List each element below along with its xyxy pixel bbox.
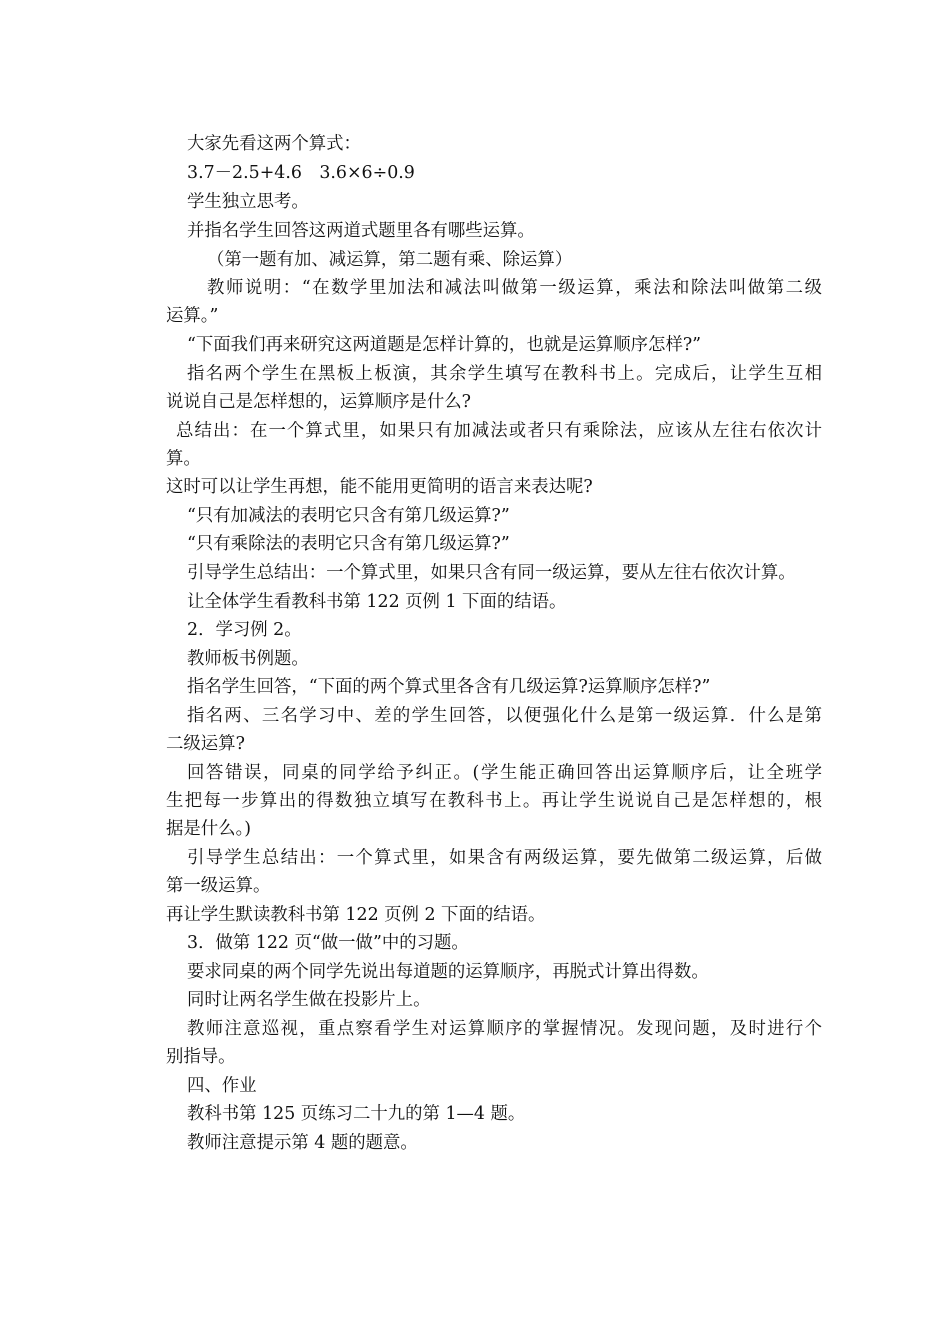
- text-line: 运算。”: [166, 306, 219, 326]
- text-line: 指名学生回答，“下面的两个算式里各含有几级运算?运算顺序怎样?”: [187, 677, 711, 697]
- text-line: 总结出：在一个算式里，如果只有加减法或者只有乘除法，应该从左往右依次计: [176, 421, 822, 441]
- text-line: 说说自己是怎样想的，运算顺序是什么?: [166, 392, 471, 412]
- text-line: “下面我们再来研究这两道题是怎样计算的，也就是运算顺序怎样?”: [187, 335, 702, 355]
- text-line: 引导学生总结出：一个算式里，如果含有两级运算，要先做第二级运算，后做: [187, 848, 822, 868]
- text-line: 别指导。: [166, 1047, 236, 1067]
- text-line: 据是什么。): [166, 819, 252, 839]
- text-line: 教师板书例题。: [187, 649, 309, 669]
- text-line: “只有乘除法的表明它只含有第几级运算?”: [187, 534, 510, 554]
- text-line: （第一题有加、减运算，第二题有乘、除运算）: [207, 250, 573, 270]
- text-line: 教师注意巡视，重点察看学生对运算顺序的掌握情况。发现问题，及时进行个: [187, 1019, 822, 1039]
- text-line: 这时可以让学生再想，能不能用更简明的语言来表达呢?: [166, 477, 593, 497]
- text-line: 教科书第 125 页练习二十九的第 1—4 题。: [187, 1104, 526, 1124]
- text-line: 学生独立思考。: [187, 192, 309, 212]
- section-heading: 3．做第 122 页“做一做”中的习题。: [187, 933, 469, 953]
- text-line: 生把每一步算出的得数独立填写在教科书上。再让学生说说自己是怎样想的，根: [166, 791, 822, 811]
- formula-line: 3.7－2.5+4.6 3.6×6÷0.9: [187, 163, 415, 183]
- text-line: 引导学生总结出：一个算式里，如果只含有同一级运算，要从左往右依次计算。: [187, 563, 796, 583]
- text-line: 回答错误，同桌的同学给予纠正。(学生能正确回答出运算顺序后，让全班学: [187, 763, 822, 783]
- text-line: 第一级运算。: [166, 876, 271, 896]
- section-heading: 2．学习例 2。: [187, 620, 302, 640]
- text-line: 指名两个学生在黑板上板演，其余学生填写在教科书上。完成后，让学生互相: [187, 364, 822, 384]
- text-line: 同时让两名学生做在投影片上。: [187, 990, 431, 1010]
- text-line: 二级运算?: [166, 734, 245, 754]
- text-line: 大家先看这两个算式：: [187, 134, 361, 154]
- text-line: 算。: [166, 449, 201, 469]
- text-line: 教师注意提示第 4 题的题意。: [187, 1133, 418, 1153]
- section-heading: 四、作业: [187, 1076, 257, 1096]
- text-line: 并指名学生回答这两道式题里各有哪些运算。: [187, 221, 535, 241]
- text-line: 教师说明：“在数学里加法和减法叫做第一级运算，乘法和除法叫做第二级: [207, 278, 822, 298]
- text-line: “只有加减法的表明它只含有第几级运算?”: [187, 506, 510, 526]
- text-line: 再让学生默读教科书第 122 页例 2 下面的结语。: [166, 905, 546, 925]
- text-line: 要求同桌的两个同学先说出每道题的运算顺序，再脱式计算出得数。: [187, 962, 709, 982]
- text-line: 指名两、三名学习中、差的学生回答，以便强化什么是第一级运算．什么是第: [187, 706, 822, 726]
- text-line: 让全体学生看教科书第 122 页例 1 下面的结语。: [187, 592, 567, 612]
